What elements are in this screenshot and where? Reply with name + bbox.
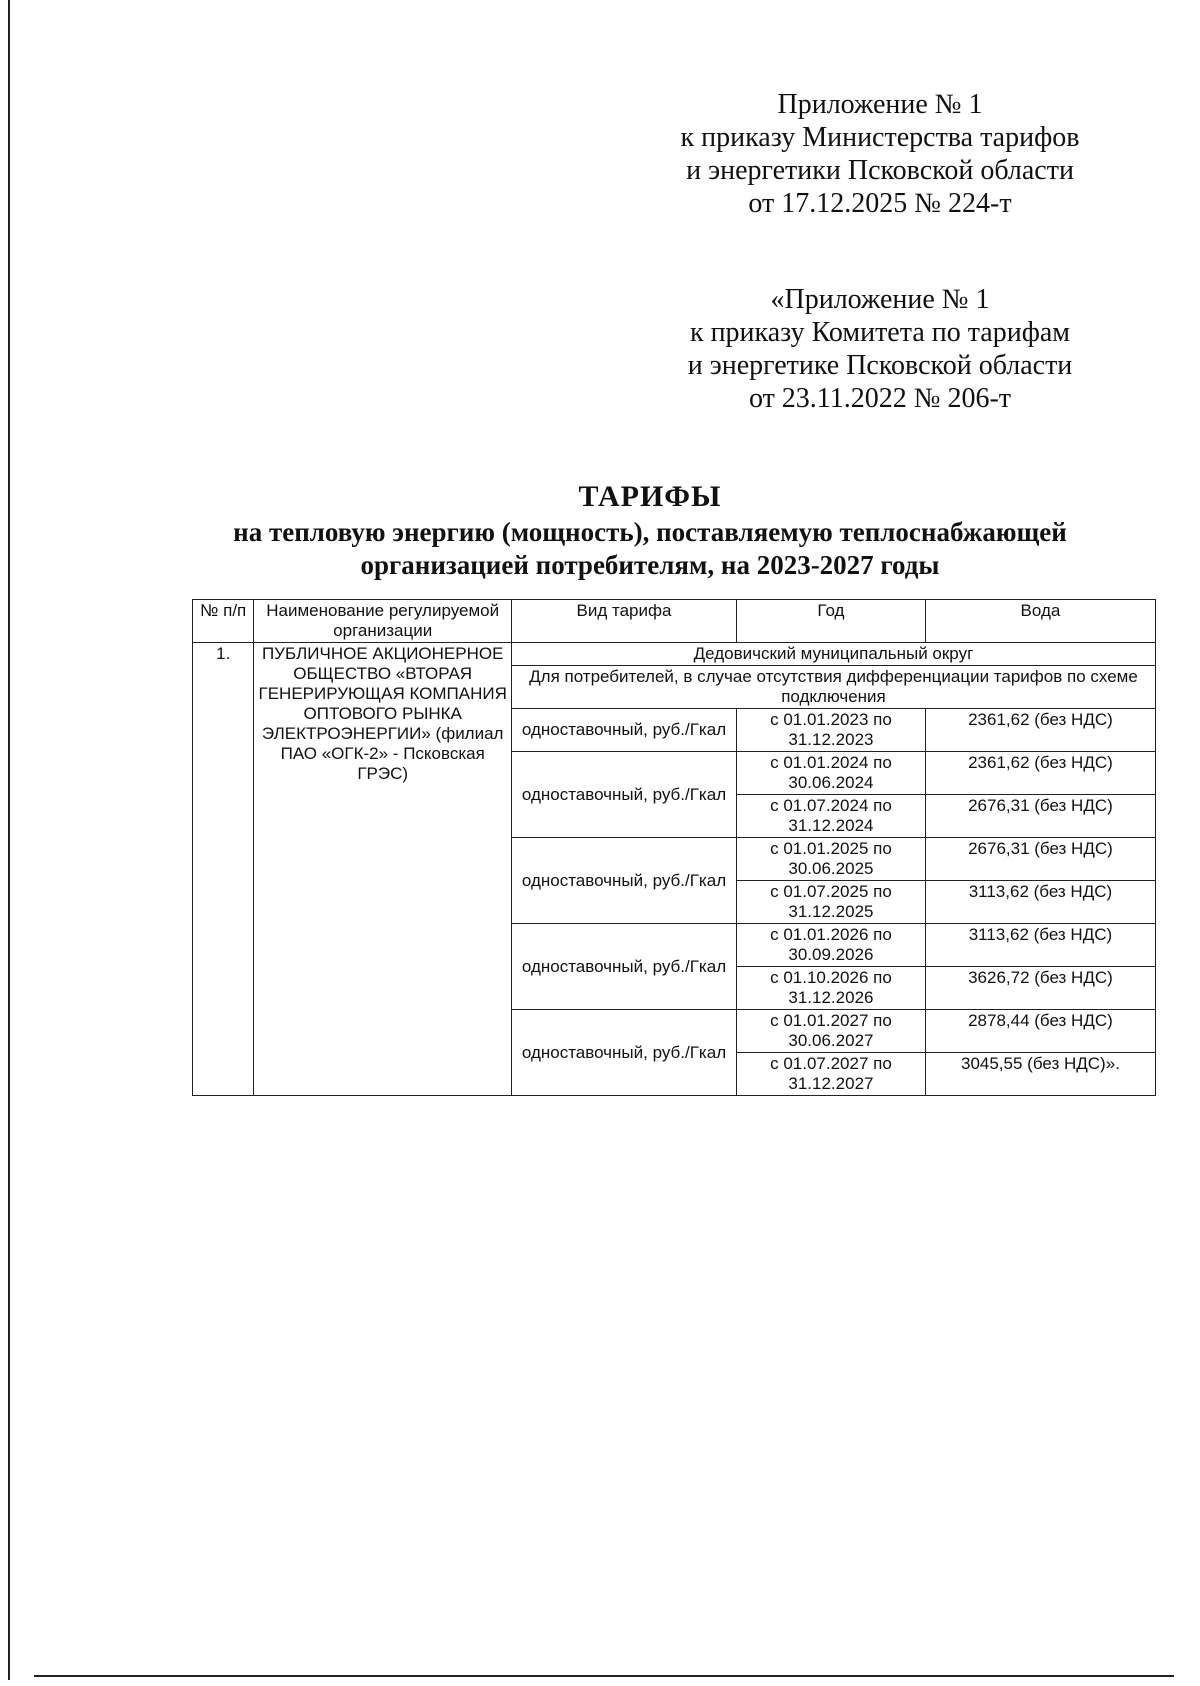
period-cell: с 01.07.2025 по 31.12.2025 [737, 881, 926, 924]
value-cell: 2361,62 (без НДС) [925, 709, 1155, 752]
header-no: № п/п [193, 600, 254, 643]
period-cell: с 01.07.2024 по 31.12.2024 [737, 795, 926, 838]
appendix-line: «Приложение № 1 [770, 284, 990, 315]
table-row [193, 643, 1156, 666]
period-cell: с 01.01.2025 по 30.06.2025 [737, 838, 926, 881]
tariff-kind: одноставочный, руб./Гкал [511, 752, 736, 838]
value-cell: 3045,55 (без НДС)». [925, 1053, 1155, 1096]
appendix-previous-header [660, 283, 1100, 415]
appendix-line: и энергетике Псковской области [687, 350, 1073, 381]
scan-border-left [8, 0, 10, 1680]
value-cell: 2676,31 (без НДС) [925, 838, 1155, 881]
appendix-line: от 17.12.2025 № 224-т [748, 188, 1012, 219]
table-header-row [193, 600, 1156, 643]
row-number: 1. [193, 643, 254, 1096]
header-water: Вода [925, 600, 1155, 643]
appendix-line: к приказу Министерства тарифов [680, 122, 1080, 153]
document-title [120, 478, 1180, 582]
tariff-kind: одноставочный, руб./Гкал [511, 1010, 736, 1096]
appendix-line: Приложение № 1 [777, 89, 983, 120]
value-cell: 3113,62 (без НДС) [925, 924, 1155, 967]
period-cell: с 01.07.2027 по 31.12.2027 [737, 1053, 926, 1096]
tariff-kind: одноставочный, руб./Гкал [511, 709, 736, 752]
period-cell: с 01.01.2024 по 30.06.2024 [737, 752, 926, 795]
header-year: Год [737, 600, 926, 643]
appendix-line: к приказу Комитета по тарифам [689, 317, 1071, 348]
title-subtitle-line: на тепловую энергию (мощность), поставляемую теплоснабжающей [233, 517, 1067, 547]
value-cell: 2361,62 (без НДС) [925, 752, 1155, 795]
header-kind: Вид тарифа [511, 600, 736, 643]
period-cell: с 01.01.2026 по 30.09.2026 [737, 924, 926, 967]
appendix-line: от 23.11.2022 № 206-т [748, 383, 1012, 414]
organization-name: ПУБЛИЧНОЕ АКЦИОНЕРНОЕ ОБЩЕСТВО «ВТОРАЯ ГЕНЕРИРУЮЩАЯ КОМПАНИЯ ОПТОВОГО РЫНКА ЭЛЕКТРОЭНЕРГИИ» (филиал ПАО «ОГК-2» - Псковская ГРЭС) [254, 643, 512, 1096]
period-cell: с 01.10.2026 по 31.12.2026 [737, 967, 926, 1010]
tariff-kind: одноставочный, руб./Гкал [511, 838, 736, 924]
title-heading: ТАРИФЫ [578, 480, 722, 513]
tariff-kind: одноставочный, руб./Гкал [511, 924, 736, 1010]
scan-border-bottom [34, 1675, 1174, 1677]
tariffs-table [192, 599, 1156, 1096]
title-subtitle-line: организацией потребителям, на 2023-2027 годы [360, 550, 940, 580]
period-cell: с 01.01.2027 по 30.06.2027 [737, 1010, 926, 1053]
appendix-line: и энергетики Псковской области [686, 155, 1074, 186]
value-cell: 3113,62 (без НДС) [925, 881, 1155, 924]
header-org: Наименование регулируемой организации [254, 600, 512, 643]
value-cell: 2878,44 (без НДС) [925, 1010, 1155, 1053]
district-name: Дедовичский муниципальный округ [511, 643, 1155, 666]
period-cell: с 01.01.2023 по 31.12.2023 [737, 709, 926, 752]
consumers-note: Для потребителей, в случае отсутствия дифференциации тарифов по схеме подключения [511, 666, 1155, 709]
value-cell: 2676,31 (без НДС) [925, 795, 1155, 838]
appendix-current-header [660, 88, 1100, 220]
value-cell: 3626,72 (без НДС) [925, 967, 1155, 1010]
